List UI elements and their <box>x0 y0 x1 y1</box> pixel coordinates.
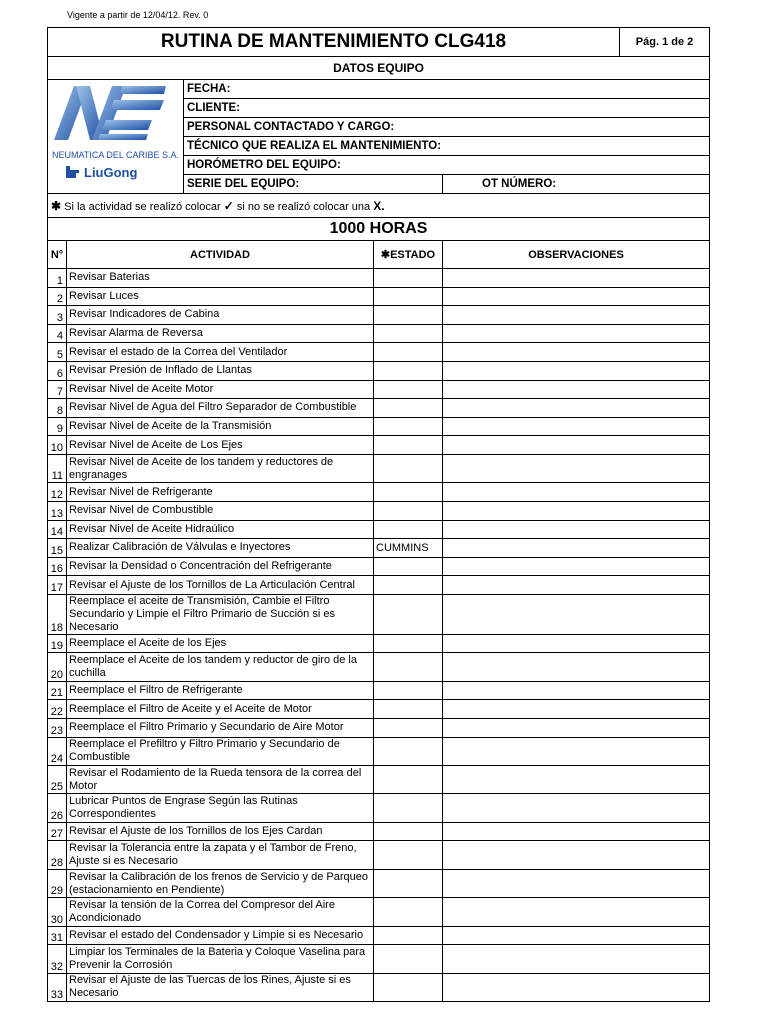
row-observaciones-cell[interactable] <box>443 841 710 869</box>
table-row <box>48 926 710 945</box>
row-activity: Reemplace el Prefiltro y Filtro Primario y Secundario de Combustible <box>67 737 374 765</box>
maintenance-sheet <box>47 27 710 1002</box>
row-number: 1 <box>48 269 67 288</box>
logo-brand-text: LiuGong <box>84 165 138 180</box>
row-activity: Lubricar Puntos de Engrase Según las Rutinas Correspondientes <box>67 794 374 822</box>
row-number: 15 <box>48 539 67 558</box>
row-estado-cell[interactable] <box>374 361 443 380</box>
table-row <box>48 306 710 325</box>
row-estado-cell[interactable] <box>374 766 443 794</box>
table-row <box>48 576 710 595</box>
table-row <box>48 973 710 1001</box>
star-icon: ✱ <box>51 198 62 213</box>
table-row <box>48 681 710 700</box>
table-row <box>48 700 710 719</box>
table-row <box>48 380 710 399</box>
row-estado-cell[interactable] <box>374 719 443 738</box>
row-estado-cell[interactable] <box>374 501 443 520</box>
row-activity: Revisar el Ajuste de las Tuercas de los Rines, Ajuste si es Necesario <box>67 973 374 1001</box>
row-observaciones-cell[interactable] <box>443 700 710 719</box>
note-x-mark: X. <box>373 198 385 213</box>
row-observaciones-cell[interactable] <box>443 557 710 576</box>
row-number: 3 <box>48 306 67 325</box>
table-row <box>48 501 710 520</box>
row-estado-cell[interactable] <box>374 576 443 595</box>
field-personal[interactable]: PERSONAL CONTACTADO Y CARGO: <box>184 118 710 137</box>
row-number: 26 <box>48 794 67 822</box>
row-activity: Revisar Nivel de Refrigerante <box>67 483 374 502</box>
row-number: 22 <box>48 700 67 719</box>
row-number: 4 <box>48 324 67 343</box>
row-estado-cell[interactable] <box>374 945 443 973</box>
row-estado-cell[interactable] <box>374 794 443 822</box>
row-estado-cell[interactable] <box>374 634 443 653</box>
row-observaciones-cell[interactable] <box>443 794 710 822</box>
row-observaciones-cell[interactable] <box>443 869 710 897</box>
row-estado-cell[interactable] <box>374 399 443 418</box>
row-activity: Realizar Calibración de Válvulas e Inyectores <box>67 539 374 558</box>
row-observaciones-cell[interactable] <box>443 501 710 520</box>
row-activity: Revisar la Tolerancia entre la zapata y el Tambor de Freno, Ajuste si es Necesario <box>67 841 374 869</box>
field-ot[interactable] <box>443 175 710 194</box>
row-observaciones-cell[interactable] <box>443 576 710 595</box>
row-number: 18 <box>48 594 67 634</box>
row-estado-cell[interactable] <box>374 973 443 1001</box>
header-num: N° <box>48 241 67 269</box>
row-activity: Revisar Indicadores de Cabina <box>67 306 374 325</box>
table-row <box>48 539 710 558</box>
row-observaciones-cell[interactable] <box>443 287 710 306</box>
table-row <box>48 898 710 926</box>
row-estado-cell[interactable] <box>374 737 443 765</box>
note-text-1: Si la actividad se realizó colocar <box>64 200 221 213</box>
page-indicator: Pág. 1 de 2 <box>620 28 710 57</box>
row-number: 2 <box>48 287 67 306</box>
row-estado-cell[interactable] <box>374 343 443 362</box>
table-row <box>48 653 710 681</box>
row-observaciones-cell[interactable] <box>443 719 710 738</box>
row-estado-cell[interactable] <box>374 380 443 399</box>
instruction-note <box>48 194 710 218</box>
row-observaciones-cell[interactable] <box>443 898 710 926</box>
row-estado-cell[interactable] <box>374 324 443 343</box>
table-row <box>48 287 710 306</box>
table-row <box>48 766 710 794</box>
table-row <box>48 841 710 869</box>
row-observaciones-cell[interactable] <box>443 945 710 973</box>
checkmark-icon: ✓ <box>223 198 234 213</box>
row-number: 16 <box>48 557 67 576</box>
table-row <box>48 594 710 634</box>
row-observaciones-cell[interactable] <box>443 634 710 653</box>
row-estado-cell[interactable] <box>374 594 443 634</box>
row-number: 28 <box>48 841 67 869</box>
row-observaciones-cell[interactable] <box>443 594 710 634</box>
table-row <box>48 945 710 973</box>
logo-cell <box>48 80 184 194</box>
row-observaciones-cell[interactable] <box>443 926 710 945</box>
row-activity: Reemplace el Filtro de Aceite y el Aceite de Motor <box>67 700 374 719</box>
row-estado-cell[interactable] <box>374 483 443 502</box>
row-observaciones-cell[interactable] <box>443 766 710 794</box>
row-activity: Revisar la Calibración de los frenos de Servicio y de Parqueo (estacionamiento en Pendiente) <box>67 869 374 897</box>
row-number: 19 <box>48 634 67 653</box>
nc-monogram-icon <box>54 86 166 140</box>
row-activity: Reemplace el Filtro de Refrigerante <box>67 681 374 700</box>
row-number: 23 <box>48 719 67 738</box>
row-estado-cell[interactable] <box>374 653 443 681</box>
row-activity: Revisar Nivel de Aceite Motor <box>67 380 374 399</box>
row-activity: Revisar Presión de Inflado de Llantas <box>67 361 374 380</box>
row-number: 5 <box>48 343 67 362</box>
row-activity: Revisar el Ajuste de los Tornillos de los Ejes Cardan <box>67 822 374 841</box>
row-number: 24 <box>48 737 67 765</box>
row-number: 20 <box>48 653 67 681</box>
row-estado-cell[interactable] <box>374 869 443 897</box>
row-observaciones-cell[interactable] <box>443 417 710 436</box>
row-observaciones-cell[interactable] <box>443 822 710 841</box>
table-row <box>48 343 710 362</box>
row-number: 21 <box>48 681 67 700</box>
row-estado-cell[interactable] <box>374 306 443 325</box>
row-number: 31 <box>48 926 67 945</box>
field-tecnico[interactable]: TÉCNICO QUE REALIZA EL MANTENIMIENTO: <box>184 137 710 156</box>
table-row <box>48 483 710 502</box>
table-row <box>48 737 710 765</box>
row-observaciones-cell[interactable] <box>443 436 710 455</box>
table-row <box>48 557 710 576</box>
table-row <box>48 869 710 897</box>
row-activity: Revisar el estado de la Correa del Ventilador <box>67 343 374 362</box>
row-estado-cell[interactable] <box>374 417 443 436</box>
row-activity: Revisar Baterias <box>67 269 374 288</box>
validity-note: Vigente a partir de 12/04/12. Rev. 0 <box>67 10 209 20</box>
row-number: 29 <box>48 869 67 897</box>
row-activity: Revisar Nivel de Aceite Hidraúlico <box>67 520 374 539</box>
row-estado-cell[interactable] <box>374 822 443 841</box>
row-observaciones-cell[interactable] <box>443 324 710 343</box>
row-estado-cell[interactable] <box>374 700 443 719</box>
row-observaciones-cell[interactable] <box>443 454 710 482</box>
row-activity: Revisar Nivel de Combustible <box>67 501 374 520</box>
row-activity: Revisar Alarma de Reversa <box>67 324 374 343</box>
row-activity: Limpiar los Terminales de la Bateria y Coloque Vaselina para Prevenir la Corrosión <box>67 945 374 973</box>
row-estado-cell[interactable] <box>374 681 443 700</box>
row-number: 27 <box>48 822 67 841</box>
row-activity: Revisar Luces <box>67 287 374 306</box>
row-estado-cell[interactable] <box>374 269 443 288</box>
field-serie[interactable]: SERIE DEL EQUIPO: <box>184 175 443 194</box>
row-activity: Revisar Nivel de Agua del Filtro Separador de Combustible <box>67 399 374 418</box>
row-estado-cell[interactable] <box>374 520 443 539</box>
field-fecha[interactable]: FECHA: <box>184 80 710 99</box>
row-activity: Revisar Nivel de Aceite de los tandem y reductores de engranages <box>67 454 374 482</box>
row-number: 6 <box>48 361 67 380</box>
row-activity: Revisar la Densidad o Concentración del Refrigerante <box>67 557 374 576</box>
row-observaciones-cell[interactable] <box>443 380 710 399</box>
row-activity: Reemplace el Aceite de los tandem y reductor de giro de la cuchilla <box>67 653 374 681</box>
document-title: RUTINA DE MANTENIMIENTO CLG418 <box>48 28 620 57</box>
row-observaciones-cell[interactable] <box>443 681 710 700</box>
table-row <box>48 794 710 822</box>
row-observaciones-cell[interactable] <box>443 399 710 418</box>
table-row <box>48 520 710 539</box>
row-observaciones-cell[interactable] <box>443 973 710 1001</box>
table-row <box>48 822 710 841</box>
row-activity: Reemplace el aceite de Transmisión, Cambie el Filtro Secundario y Limpie el Filtro Primario de Succión si es Necesario <box>67 594 374 634</box>
row-estado-cell[interactable] <box>374 454 443 482</box>
table-row <box>48 436 710 455</box>
row-estado-cell[interactable] <box>374 841 443 869</box>
row-number: 10 <box>48 436 67 455</box>
row-number: 9 <box>48 417 67 436</box>
section-title: DATOS EQUIPO <box>48 57 710 80</box>
logo-company-text: NEUMATICA DEL CARIBE S.A. <box>52 150 180 160</box>
row-observaciones-cell[interactable] <box>443 737 710 765</box>
table-row <box>48 417 710 436</box>
row-observaciones-cell[interactable] <box>443 269 710 288</box>
field-horometro[interactable]: HORÓMETRO DEL EQUIPO: <box>184 156 710 175</box>
row-number: 13 <box>48 501 67 520</box>
row-activity: Revisar Nivel de Aceite de Los Ejes <box>67 436 374 455</box>
row-observaciones-cell[interactable] <box>443 483 710 502</box>
row-activity: Reemplace el Aceite de los Ejes <box>67 634 374 653</box>
table-row <box>48 454 710 482</box>
table-row <box>48 719 710 738</box>
row-number: 7 <box>48 380 67 399</box>
row-observaciones-cell[interactable] <box>443 520 710 539</box>
table-row <box>48 324 710 343</box>
liugong-icon <box>66 166 79 178</box>
row-number: 11 <box>48 454 67 482</box>
note-text-2: si no se realizó colocar una <box>236 200 371 213</box>
row-number: 8 <box>48 399 67 418</box>
table-row <box>48 361 710 380</box>
row-estado-cell[interactable] <box>374 557 443 576</box>
field-ot-label: OT NÚMERO: <box>482 178 557 190</box>
field-cliente[interactable]: CLIENTE: <box>184 99 710 118</box>
row-activity: Revisar el Rodamiento de la Rueda tensora de la correa del Motor <box>67 766 374 794</box>
table-row <box>48 399 710 418</box>
row-observaciones-cell[interactable] <box>443 653 710 681</box>
neumatica-logo <box>48 80 182 188</box>
hours-title: 1000 HORAS <box>48 218 710 241</box>
header-observaciones: OBSERVACIONES <box>443 241 710 269</box>
row-estado-cell[interactable] <box>374 898 443 926</box>
row-observaciones-cell[interactable] <box>443 306 710 325</box>
row-number: 14 <box>48 520 67 539</box>
row-activity: Revisar la tensión de la Correa del Compresor del Aire Acondicionado <box>67 898 374 926</box>
row-estado-cell[interactable]: CUMMINS <box>374 539 443 558</box>
row-observaciones-cell[interactable] <box>443 343 710 362</box>
table-row <box>48 269 710 288</box>
row-number: 12 <box>48 483 67 502</box>
row-estado-cell[interactable] <box>374 287 443 306</box>
row-observaciones-cell[interactable] <box>443 539 710 558</box>
row-number: 17 <box>48 576 67 595</box>
row-observaciones-cell[interactable] <box>443 361 710 380</box>
row-estado-cell[interactable] <box>374 436 443 455</box>
row-number: 30 <box>48 898 67 926</box>
header-estado: ✱ESTADO <box>374 241 443 269</box>
row-number: 25 <box>48 766 67 794</box>
row-activity: Revisar el estado del Condensador y Limpie si es Necesario <box>67 926 374 945</box>
table-row <box>48 634 710 653</box>
row-activity: Revisar el Ajuste de los Tornillos de La Articulación Central <box>67 576 374 595</box>
header-actividad: ACTIVIDAD <box>67 241 374 269</box>
row-number: 33 <box>48 973 67 1001</box>
row-estado-cell[interactable] <box>374 926 443 945</box>
row-activity: Revisar Nivel de Aceite de la Transmisión <box>67 417 374 436</box>
row-number: 32 <box>48 945 67 973</box>
row-activity: Reemplace el Filtro Primario y Secundario de Aire Motor <box>67 719 374 738</box>
